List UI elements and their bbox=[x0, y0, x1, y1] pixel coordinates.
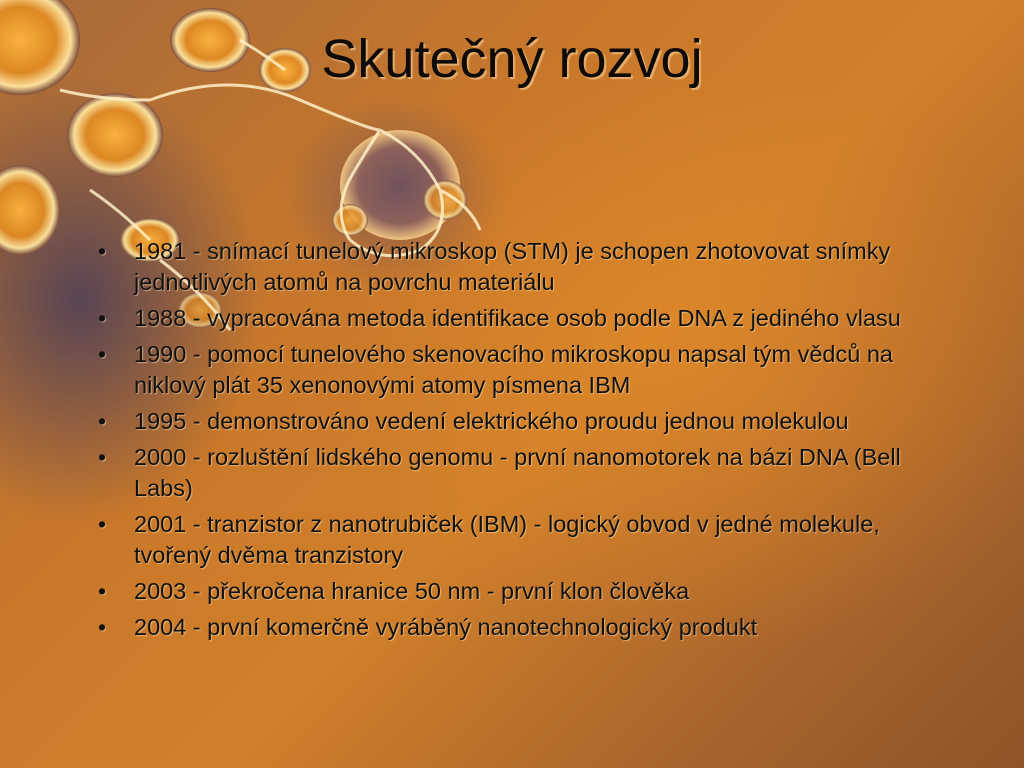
list-item bbox=[96, 612, 956, 643]
bullet-icon: • bbox=[98, 408, 107, 434]
bullet-text: 1990 - pomocí tunelového skenovacího mikroskopu napsal tým vědců na niklový plát 35 xenonovými atomy písmena IBM bbox=[134, 341, 893, 398]
slide-title: Skutečný rozvoj bbox=[321, 29, 703, 89]
bullet-icon: • bbox=[98, 238, 107, 264]
list-item bbox=[96, 236, 956, 298]
bullet-icon: • bbox=[98, 614, 107, 640]
bullet-text: 2001 - tranzistor z nanotrubiček (IBM) - logický obvod v jedné molekule, tvořený dvěma tranzistory bbox=[134, 511, 880, 568]
list-item bbox=[96, 406, 956, 437]
bullet-icon: • bbox=[98, 578, 107, 604]
bullet-list bbox=[96, 236, 956, 648]
bullet-text: 1988 - vypracována metoda identifikace osob podle DNA z jediného vlasu bbox=[134, 305, 901, 331]
bullet-text: 2000 - rozluštění lidského genomu - první nanomotorek na bázi DNA (Bell Labs) bbox=[134, 444, 901, 501]
bullet-text: 1981 - snímací tunelový mikroskop (STM) je schopen zhotovovat snímky jednotlivých atomů na povrchu materiálu bbox=[134, 238, 891, 295]
bullet-text: 2003 - překročena hranice 50 nm - první klon člověka bbox=[134, 578, 690, 604]
list-item bbox=[96, 303, 956, 334]
bullet-text: 1995 - demonstrováno vedení elektrického proudu jednou molekulou bbox=[134, 408, 849, 434]
list-item bbox=[96, 339, 956, 401]
bullet-icon: • bbox=[98, 444, 107, 470]
list-item bbox=[96, 509, 956, 571]
list-item bbox=[96, 576, 956, 607]
bullet-icon: • bbox=[98, 305, 107, 331]
list-item bbox=[96, 442, 956, 504]
bullet-icon: • bbox=[98, 511, 107, 537]
bullet-icon: • bbox=[98, 341, 107, 367]
bullet-text: 2004 - první komerčně vyráběný nanotechnologický produkt bbox=[134, 614, 758, 640]
